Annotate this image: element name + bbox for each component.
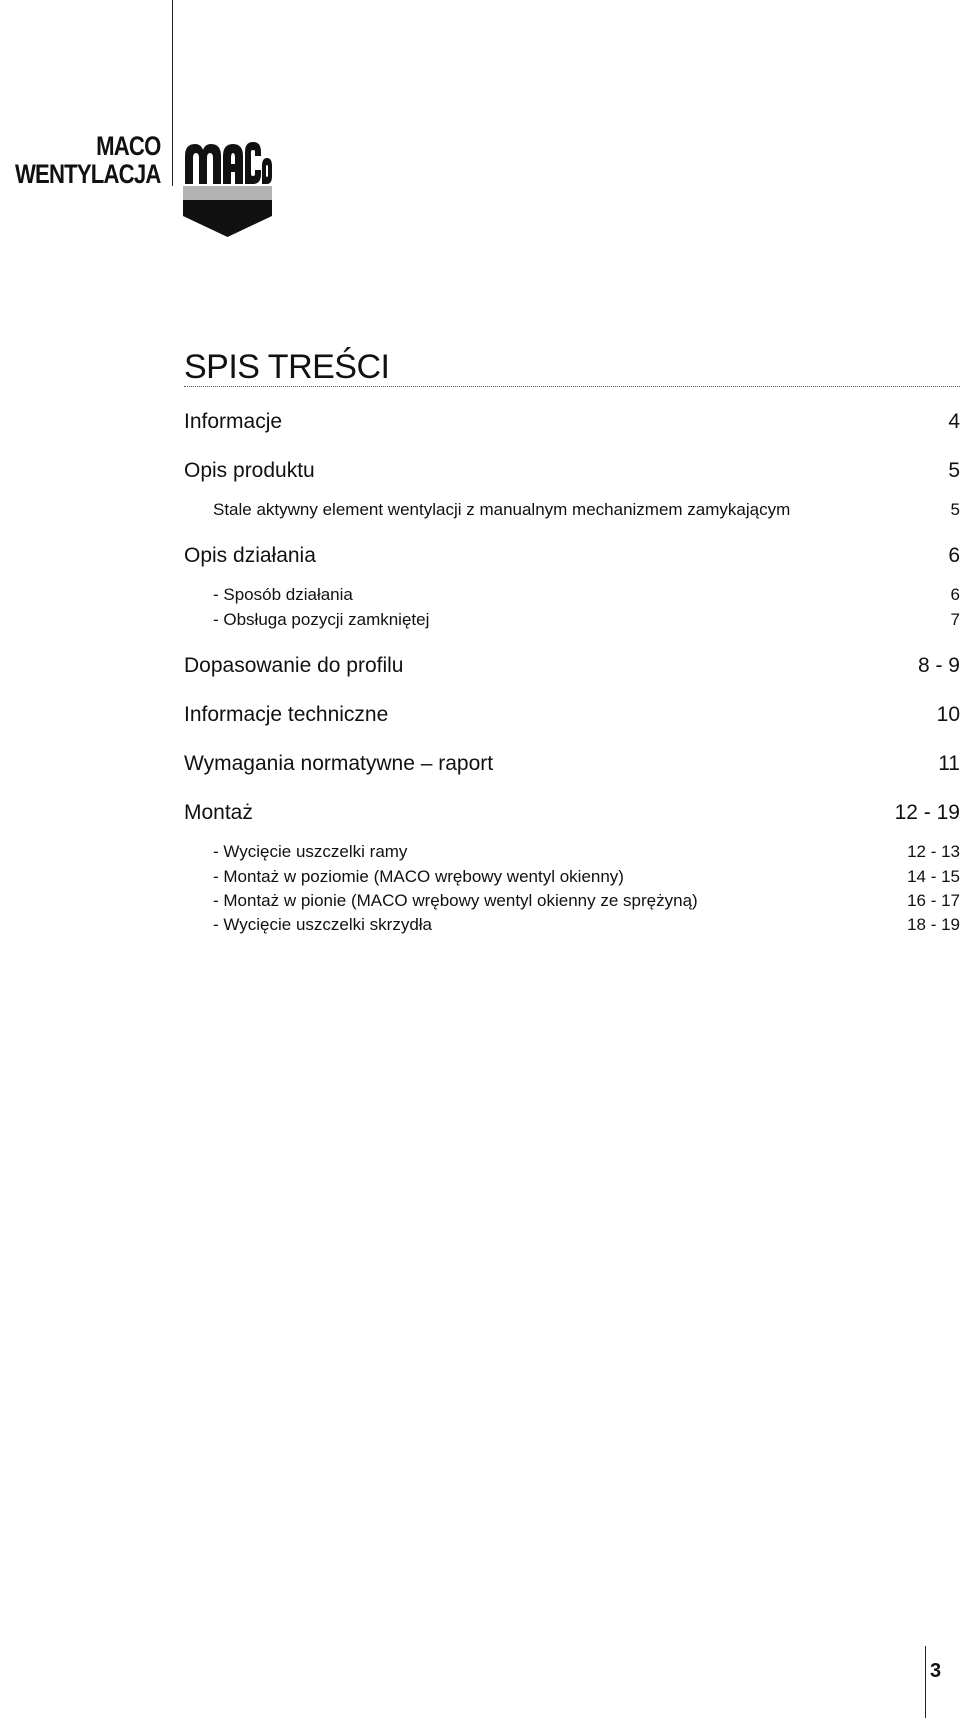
toc-entry-page: 6: [950, 585, 960, 604]
toc-subentry[interactable]: [213, 610, 960, 630]
footer-divider-line: [925, 1646, 926, 1718]
toc-entry-label: Informacje: [184, 410, 283, 433]
header-divider-line: [172, 0, 173, 186]
toc-subentry[interactable]: [213, 842, 960, 862]
toc-entry-label: Montaż: [184, 801, 253, 824]
toc-entry-page: 18 - 19: [907, 915, 960, 934]
toc-entry-page: 5: [950, 500, 960, 519]
toc-entry-page: 14 - 15: [907, 867, 960, 886]
toc-entry-page: 11: [938, 752, 960, 775]
toc-entry-label: - Obsługa pozycji zamkniętej: [213, 610, 430, 629]
toc-dotted-rule: [184, 386, 960, 387]
toc-entry-label: Stale aktywny element wentylacji z manualnym mechanizmem zamykającym: [213, 500, 791, 519]
toc-entry-page: 5: [948, 459, 960, 482]
toc-title: SPIS TREŚCI: [184, 348, 390, 386]
toc-entry[interactable]: [184, 752, 960, 776]
toc-entry-page: 4: [948, 410, 960, 433]
toc-entry[interactable]: [184, 544, 960, 568]
brand-name: [14, 132, 160, 188]
toc-entry-label: - Wycięcie uszczelki ramy: [213, 842, 408, 861]
toc-entry-page: 10: [936, 703, 960, 726]
toc-entry[interactable]: [184, 801, 960, 825]
toc-entry[interactable]: [184, 459, 960, 483]
toc-entry-label: - Sposób działania: [213, 585, 353, 604]
toc-entry-label: Informacje techniczne: [184, 703, 389, 726]
toc-entry-label: - Wycięcie uszczelki skrzydła: [213, 915, 432, 934]
toc-entry-page: 12 - 13: [907, 842, 960, 861]
brand-line-1: MACO: [95, 131, 160, 161]
toc-entry[interactable]: [184, 410, 960, 434]
toc-entry-page: 7: [950, 610, 960, 629]
brand-line-2: WENTYLACJA: [14, 159, 160, 189]
toc-subentry[interactable]: [213, 867, 960, 887]
toc-entry-label: Wymagania normatywne – raport: [184, 752, 494, 775]
toc-subentry[interactable]: [213, 891, 960, 911]
toc-subentry[interactable]: [213, 500, 960, 520]
toc-entry-label: Dopasowanie do profilu: [184, 654, 404, 677]
toc-subentry[interactable]: [213, 915, 960, 935]
toc-entry-page: 16 - 17: [907, 891, 960, 910]
toc-subentry[interactable]: [213, 585, 960, 605]
toc-entry-page: 12 - 19: [894, 801, 960, 824]
toc-entry[interactable]: [184, 703, 960, 727]
toc-entry-label: - Montaż w pionie (MACO wrębowy wentyl okienny ze sprężyną): [213, 891, 698, 910]
toc-entry-label: - Montaż w poziomie (MACO wrębowy wentyl okienny): [213, 867, 624, 886]
toc-entry-label: Opis działania: [184, 544, 316, 567]
toc-entry[interactable]: [184, 654, 960, 678]
maco-logo-icon: [183, 138, 272, 238]
page-number: 3: [930, 1660, 942, 1682]
toc-entry-page: 6: [948, 544, 960, 567]
toc-entry-page: 8 - 9: [917, 654, 960, 677]
toc-entry-label: Opis produktu: [184, 459, 315, 482]
